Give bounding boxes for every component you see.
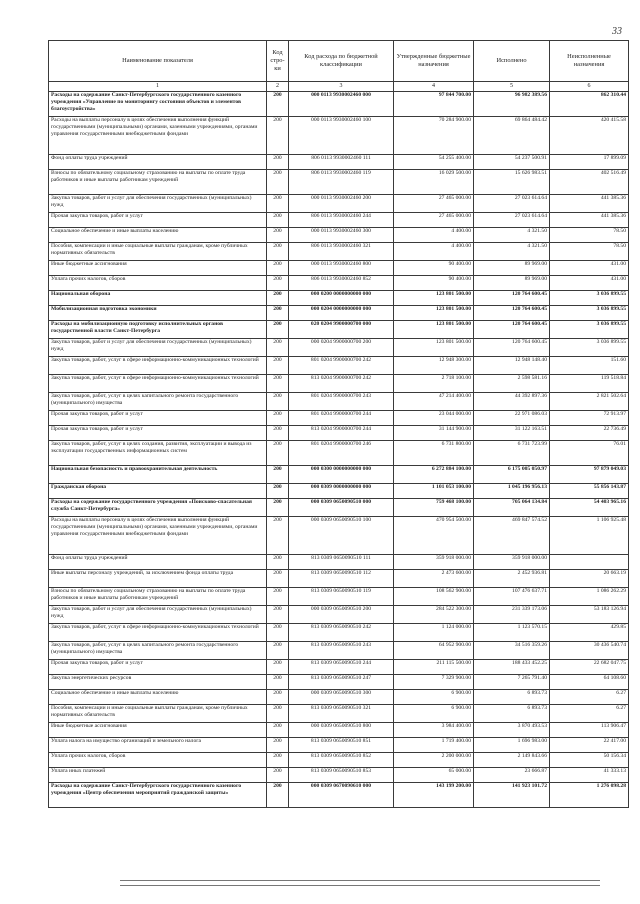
row-approved-amount: 3 984 400.00 — [394, 723, 474, 738]
row-approved-amount: 211 115 500.00 — [394, 660, 474, 675]
row-line-code: 200 — [267, 426, 289, 441]
row-approved-amount: 284 522 300.00 — [394, 606, 474, 624]
row-approved-amount: 16 029 500.00 — [394, 170, 474, 195]
row-budget-code: 806 0113 9930002460 111 — [289, 155, 394, 170]
table-row — [49, 675, 629, 690]
row-indicator-name: Расходы на содержание Санкт-Петербургского государственного казенного учреждения «Управление по мониторингу состояния объектов и элементов благоустройства» — [49, 92, 267, 117]
row-unexecuted-amount: 54 403 965.16 — [550, 499, 629, 517]
row-line-code: 200 — [267, 660, 289, 675]
row-budget-code: 813 0309 0650090510 112 — [289, 570, 394, 588]
row-budget-code: 000 0113 9930002460 100 — [289, 117, 394, 155]
row-unexecuted-amount: 78.50 — [550, 228, 629, 243]
row-indicator-name: Национальная безопасность и правоохранительная деятельность — [49, 466, 267, 484]
row-unexecuted-amount: 22 736.49 — [550, 426, 629, 441]
row-approved-amount: 2 718 100.00 — [394, 375, 474, 393]
row-line-code: 200 — [267, 570, 289, 588]
row-unexecuted-amount: 113 906.47 — [550, 723, 629, 738]
row-budget-code: 813 0309 0650090510 853 — [289, 768, 394, 783]
row-unexecuted-amount: 420 415.58 — [550, 117, 629, 155]
row-executed-amount: 359 918 000.00 — [474, 555, 550, 570]
row-approved-amount: 6 272 884 100.00 — [394, 466, 474, 484]
table-row — [49, 705, 629, 723]
table-row — [49, 426, 629, 441]
row-budget-code: 813 0309 0650090510 242 — [289, 624, 394, 642]
table-row — [49, 690, 629, 705]
row-executed-amount: 1 696 983.00 — [474, 738, 550, 753]
row-line-code: 200 — [267, 195, 289, 213]
row-approved-amount: 90 400.00 — [394, 261, 474, 276]
table-row — [49, 321, 629, 339]
row-approved-amount: 143 199 200.00 — [394, 783, 474, 808]
page-number: 33 — [612, 26, 622, 37]
row-executed-amount: 188 433 452.25 — [474, 660, 550, 675]
row-executed-amount: 120 764 600.45 — [474, 306, 550, 321]
row-line-code: 200 — [267, 261, 289, 276]
row-executed-amount: 6 731 723.99 — [474, 441, 550, 466]
row-indicator-name: Иные бюджетные ассигнования — [49, 261, 267, 276]
row-unexecuted-amount: 3 036 899.55 — [550, 339, 629, 357]
row-line-code: 200 — [267, 499, 289, 517]
table-body — [49, 92, 629, 808]
header-budget-code: Код расхода по бюджетной классификации — [289, 41, 394, 82]
row-budget-code: 000 0113 9930002460 300 — [289, 228, 394, 243]
row-line-code: 200 — [267, 306, 289, 321]
row-line-code: 200 — [267, 441, 289, 466]
table-row — [49, 517, 629, 555]
table-row — [49, 484, 629, 499]
row-approved-amount: 90 400.00 — [394, 276, 474, 291]
row-line-code: 200 — [267, 243, 289, 261]
row-unexecuted-amount: 441 385.36 — [550, 213, 629, 228]
row-indicator-name: Расходы на содержание государственного учреждения «Поисково-спасательная служба Санкт-Петербурга» — [49, 499, 267, 517]
row-budget-code: 801 0204 9900000700 242 — [289, 357, 394, 375]
row-budget-code: 801 0204 9900000700 243 — [289, 393, 394, 411]
table-row — [49, 291, 629, 306]
row-indicator-name: Иные выплаты персоналу учреждений, за исключением фонда оплаты труда — [49, 570, 267, 588]
row-line-code: 200 — [267, 768, 289, 783]
row-approved-amount: 4 400.00 — [394, 228, 474, 243]
table-row — [49, 753, 629, 768]
row-approved-amount: 2 200 000.00 — [394, 753, 474, 768]
table-row — [49, 339, 629, 357]
table-row — [49, 783, 629, 808]
table-row — [49, 588, 629, 606]
row-line-code: 200 — [267, 484, 289, 499]
row-budget-code: 813 0309 0650090510 247 — [289, 675, 394, 690]
row-indicator-name: Взносы по обязательному социальному страхованию на выплаты по оплате труда работников и иные выплаты работникам учреждений — [49, 170, 267, 195]
row-indicator-name: Уплата прочих налогов, сборов — [49, 753, 267, 768]
table-row — [49, 195, 629, 213]
row-indicator-name: Закупка товаров, работ и услуг для обеспечения государственных (муниципальных) нужд — [49, 606, 267, 624]
row-approved-amount: 123 801 500.00 — [394, 306, 474, 321]
row-line-code: 200 — [267, 466, 289, 484]
row-executed-amount: 6 893.73 — [474, 690, 550, 705]
row-executed-amount: 31 122 163.51 — [474, 426, 550, 441]
table-row — [49, 375, 629, 393]
row-approved-amount: 123 801 500.00 — [394, 291, 474, 306]
row-unexecuted-amount: 1 086 262.29 — [550, 588, 629, 606]
row-line-code: 200 — [267, 393, 289, 411]
table-row — [49, 357, 629, 375]
row-executed-amount: 7 265 791.40 — [474, 675, 550, 690]
row-approved-amount: 23 044 000.00 — [394, 411, 474, 426]
row-line-code: 200 — [267, 690, 289, 705]
row-indicator-name: Расходы на выплаты персоналу в целях обеспечения выполнения функций государственными (муниципальными) органами, казенными учреждениями, органами управления государственными внебюджетными фондами — [49, 517, 267, 555]
column-number: 6 — [550, 82, 629, 92]
row-executed-amount: 2 149 843.66 — [474, 753, 550, 768]
row-indicator-name: Социальное обеспечение и иные выплаты населению — [49, 228, 267, 243]
row-line-code: 200 — [267, 606, 289, 624]
row-approved-amount: 108 562 900.00 — [394, 588, 474, 606]
row-unexecuted-amount: 53 183 126.94 — [550, 606, 629, 624]
table-row — [49, 555, 629, 570]
row-line-code: 200 — [267, 723, 289, 738]
column-number: 2 — [267, 82, 289, 92]
row-executed-amount: 23 666.87 — [474, 768, 550, 783]
row-approved-amount: 6 900.00 — [394, 705, 474, 723]
row-indicator-name: Фонд оплаты труда учреждений — [49, 555, 267, 570]
row-line-code: 200 — [267, 155, 289, 170]
row-approved-amount: 7 329 900.00 — [394, 675, 474, 690]
row-line-code: 200 — [267, 517, 289, 555]
row-executed-amount: 27 023 614.64 — [474, 195, 550, 213]
row-unexecuted-amount: 30 436 540.74 — [550, 642, 629, 660]
table-row — [49, 570, 629, 588]
row-budget-code: 000 0309 0000000000 000 — [289, 484, 394, 499]
row-indicator-name: Закупка товаров, работ и услуг для обеспечения государственных (муниципальных) нужд — [49, 195, 267, 213]
row-executed-amount: 89 969.00 — [474, 261, 550, 276]
row-approved-amount: 4 400.00 — [394, 243, 474, 261]
table-row — [49, 441, 629, 466]
header-approved: Утвержденные бюджетные назначения — [394, 41, 474, 82]
row-budget-code: 000 0200 0000000000 000 — [289, 291, 394, 306]
row-line-code: 200 — [267, 92, 289, 117]
row-executed-amount: 120 764 600.45 — [474, 339, 550, 357]
row-approved-amount: 1 101 053 100.00 — [394, 484, 474, 499]
row-line-code: 200 — [267, 588, 289, 606]
row-unexecuted-amount: 22 682 047.75 — [550, 660, 629, 675]
row-indicator-name: Пособия, компенсации и иные социальные выплаты гражданам, кроме публичных нормативных обязательств — [49, 705, 267, 723]
row-executed-amount: 69 864 484.42 — [474, 117, 550, 155]
footer-rule — [120, 880, 600, 890]
budget-execution-table — [48, 40, 629, 808]
row-budget-code: 000 0113 9930002460 800 — [289, 261, 394, 276]
row-line-code: 200 — [267, 642, 289, 660]
row-budget-code: 000 0204 0000000000 000 — [289, 306, 394, 321]
row-approved-amount: 64 952 900.00 — [394, 642, 474, 660]
row-indicator-name: Закупка товаров, работ, услуг в сфере информационно-коммуникационных технологий — [49, 624, 267, 642]
row-unexecuted-amount: 78.50 — [550, 243, 629, 261]
row-budget-code: 000 0309 0670090610 000 — [289, 783, 394, 808]
row-line-code: 200 — [267, 705, 289, 723]
row-indicator-name: Пособия, компенсации и иные социальные выплаты гражданам, кроме публичных нормативных обязательств — [49, 243, 267, 261]
row-approved-amount: 6 731 800.00 — [394, 441, 474, 466]
row-executed-amount: 2 598 581.16 — [474, 375, 550, 393]
table-row — [49, 642, 629, 660]
row-approved-amount: 470 954 500.00 — [394, 517, 474, 555]
row-executed-amount: 4 321.50 — [474, 243, 550, 261]
row-executed-amount: 15 626 983.51 — [474, 170, 550, 195]
row-unexecuted-amount: 3 036 899.55 — [550, 321, 629, 339]
row-indicator-name: Прочая закупка товаров, работ и услуг — [49, 426, 267, 441]
row-unexecuted-amount: 402 516.49 — [550, 170, 629, 195]
table-row — [49, 606, 629, 624]
row-indicator-name: Прочая закупка товаров, работ и услуг — [49, 660, 267, 675]
row-executed-amount: 96 982 389.56 — [474, 92, 550, 117]
row-budget-code: 806 0113 9930002460 244 — [289, 213, 394, 228]
row-line-code: 200 — [267, 213, 289, 228]
row-executed-amount: 12 948 148.40 — [474, 357, 550, 375]
table-row — [49, 243, 629, 261]
table-row — [49, 117, 629, 155]
row-budget-code: 813 0204 9900000700 242 — [289, 375, 394, 393]
row-unexecuted-amount: 431.00 — [550, 261, 629, 276]
row-executed-amount: 54 237 500.91 — [474, 155, 550, 170]
row-budget-code: 813 0309 0650090510 851 — [289, 738, 394, 753]
row-executed-amount: 4 321.50 — [474, 228, 550, 243]
column-number: 4 — [394, 82, 474, 92]
row-indicator-name: Гражданская оборона — [49, 484, 267, 499]
row-unexecuted-amount: 55 856 143.87 — [550, 484, 629, 499]
row-unexecuted-amount — [550, 555, 629, 570]
row-budget-code: 801 0204 9900000700 244 — [289, 411, 394, 426]
row-executed-amount: 107 476 637.71 — [474, 588, 550, 606]
row-indicator-name: Закупка товаров, работ и услуг для обеспечения государственных (муниципальных) нужд — [49, 339, 267, 357]
row-executed-amount: 120 764 600.45 — [474, 291, 550, 306]
row-line-code: 200 — [267, 411, 289, 426]
row-budget-code: 000 0309 0650090510 100 — [289, 517, 394, 555]
row-unexecuted-amount: 41 333.13 — [550, 768, 629, 783]
row-unexecuted-amount: 76.01 — [550, 441, 629, 466]
row-approved-amount: 54 255 400.00 — [394, 155, 474, 170]
row-unexecuted-amount: 3 036 899.55 — [550, 306, 629, 321]
column-number: 1 — [49, 82, 267, 92]
table-row — [49, 228, 629, 243]
row-line-code: 200 — [267, 624, 289, 642]
row-unexecuted-amount: 429.85 — [550, 624, 629, 642]
row-budget-code: 000 0309 0650090510 800 — [289, 723, 394, 738]
row-executed-amount: 1 123 570.15 — [474, 624, 550, 642]
row-approved-amount: 97 844 700.00 — [394, 92, 474, 117]
row-unexecuted-amount: 17 899.09 — [550, 155, 629, 170]
row-unexecuted-amount: 6.27 — [550, 705, 629, 723]
row-indicator-name: Уплата налога на имущество организаций и земельного налога — [49, 738, 267, 753]
row-line-code: 200 — [267, 555, 289, 570]
row-executed-amount: 34 516 359.26 — [474, 642, 550, 660]
row-line-code: 200 — [267, 783, 289, 808]
table-row — [49, 624, 629, 642]
table-row — [49, 170, 629, 195]
row-unexecuted-amount: 431.00 — [550, 276, 629, 291]
row-executed-amount: 120 764 600.45 — [474, 321, 550, 339]
row-approved-amount: 2 473 600.00 — [394, 570, 474, 588]
row-unexecuted-amount: 6.27 — [550, 690, 629, 705]
row-budget-code: 000 0113 9930002460 000 — [289, 92, 394, 117]
row-line-code: 200 — [267, 276, 289, 291]
row-unexecuted-amount: 97 879 049.03 — [550, 466, 629, 484]
row-executed-amount: 2 452 936.81 — [474, 570, 550, 588]
row-unexecuted-amount: 22 417.00 — [550, 738, 629, 753]
row-line-code: 200 — [267, 291, 289, 306]
row-approved-amount: 31 144 900.00 — [394, 426, 474, 441]
column-number: 3 — [289, 82, 394, 92]
row-indicator-name: Закупка энергетических ресурсов — [49, 675, 267, 690]
row-approved-amount: 70 284 900.00 — [394, 117, 474, 155]
row-budget-code: 813 0204 9900000700 244 — [289, 426, 394, 441]
row-executed-amount: 469 847 574.52 — [474, 517, 550, 555]
row-line-code: 200 — [267, 675, 289, 690]
row-indicator-name: Социальное обеспечение и иные выплаты населению — [49, 690, 267, 705]
row-line-code: 200 — [267, 228, 289, 243]
row-indicator-name: Уплата прочих налогов, сборов — [49, 276, 267, 291]
row-budget-code: 806 0113 9930002460 852 — [289, 276, 394, 291]
row-indicator-name: Мобилизационная подготовка экономики — [49, 306, 267, 321]
row-unexecuted-amount: 119 518.84 — [550, 375, 629, 393]
row-indicator-name: Прочая закупка товаров, работ и услуг — [49, 411, 267, 426]
row-budget-code: 000 0309 0650090510 200 — [289, 606, 394, 624]
row-budget-code: 000 0309 0650090510 000 — [289, 499, 394, 517]
row-indicator-name: Взносы по обязательному социальному страхованию на выплаты по оплате труда работников и иные выплаты работникам учреждений — [49, 588, 267, 606]
row-approved-amount: 27 465 000.00 — [394, 195, 474, 213]
row-indicator-name: Расходы на выплаты персоналу в целях обеспечения выполнения функций государственными (муниципальными) органами, казенными учреждениями, органами управления государственными внебюджетными фондами — [49, 117, 267, 155]
header-unexecuted: Неисполненные назначения — [550, 41, 629, 82]
row-budget-code: 813 0309 0650090510 852 — [289, 753, 394, 768]
row-unexecuted-amount: 151.60 — [550, 357, 629, 375]
row-indicator-name: Закупка товаров, работ, услуг в сфере информационно-коммуникационных технологий — [49, 357, 267, 375]
row-approved-amount: 12 948 300.00 — [394, 357, 474, 375]
table-row — [49, 723, 629, 738]
header-indicator-name: Наименование показателя — [49, 41, 267, 82]
table-row — [49, 92, 629, 117]
table-row — [49, 276, 629, 291]
row-budget-code: 813 0309 0650090510 243 — [289, 642, 394, 660]
row-budget-code: 000 0309 0650090510 300 — [289, 690, 394, 705]
row-budget-code: 801 0204 9900000700 246 — [289, 441, 394, 466]
header-line-code: Код стро-ки — [267, 41, 289, 82]
row-unexecuted-amount: 2 821 502.64 — [550, 393, 629, 411]
row-unexecuted-amount: 72 913.97 — [550, 411, 629, 426]
row-budget-code: 806 0113 9930002460 321 — [289, 243, 394, 261]
row-budget-code: 020 0204 9900000700 000 — [289, 321, 394, 339]
row-budget-code: 813 0309 0650090510 321 — [289, 705, 394, 723]
row-unexecuted-amount: 20 663.19 — [550, 570, 629, 588]
row-executed-amount: 89 969.00 — [474, 276, 550, 291]
row-indicator-name: Закупка товаров, работ, услуг в целях капитального ремонта государственного (муниципального) имущества — [49, 393, 267, 411]
row-budget-code: 813 0309 0650090510 111 — [289, 555, 394, 570]
row-unexecuted-amount: 862 310.44 — [550, 92, 629, 117]
row-approved-amount: 759 468 100.00 — [394, 499, 474, 517]
row-unexecuted-amount: 1 106 925.48 — [550, 517, 629, 555]
row-executed-amount: 705 064 134.84 — [474, 499, 550, 517]
table-row — [49, 213, 629, 228]
row-approved-amount: 6 900.00 — [394, 690, 474, 705]
row-line-code: 200 — [267, 339, 289, 357]
table-row — [49, 466, 629, 484]
row-approved-amount: 1 719 400.00 — [394, 738, 474, 753]
table-row — [49, 499, 629, 517]
row-approved-amount: 47 214 400.00 — [394, 393, 474, 411]
row-indicator-name: Национальная оборона — [49, 291, 267, 306]
row-approved-amount: 123 801 500.00 — [394, 321, 474, 339]
row-executed-amount: 27 023 614.64 — [474, 213, 550, 228]
table-row — [49, 411, 629, 426]
row-approved-amount: 65 000.00 — [394, 768, 474, 783]
table-row — [49, 155, 629, 170]
row-indicator-name: Закупка товаров, работ, услуг в целях создания, развития, эксплуатации и вывода из эксплуатации государственных информационных систем — [49, 441, 267, 466]
row-approved-amount: 359 918 000.00 — [394, 555, 474, 570]
row-unexecuted-amount: 1 276 098.28 — [550, 783, 629, 808]
row-executed-amount: 3 870 493.53 — [474, 723, 550, 738]
row-approved-amount: 27 465 000.00 — [394, 213, 474, 228]
row-line-code: 200 — [267, 117, 289, 155]
row-budget-code: 813 0309 0650090510 244 — [289, 660, 394, 675]
row-executed-amount: 231 339 173.06 — [474, 606, 550, 624]
row-indicator-name: Закупка товаров, работ, услуг в сфере информационно-коммуникационных технологий — [49, 375, 267, 393]
column-number: 5 — [474, 82, 550, 92]
row-indicator-name: Уплата иных платежей — [49, 768, 267, 783]
row-unexecuted-amount: 441 385.36 — [550, 195, 629, 213]
row-executed-amount: 6 893.73 — [474, 705, 550, 723]
table-row — [49, 306, 629, 321]
row-indicator-name: Прочая закупка товаров, работ и услуг — [49, 213, 267, 228]
row-line-code: 200 — [267, 375, 289, 393]
row-budget-code: 000 0204 9900000700 200 — [289, 339, 394, 357]
row-unexecuted-amount: 64 108.60 — [550, 675, 629, 690]
row-unexecuted-amount: 3 036 899.55 — [550, 291, 629, 306]
header-executed: Исполнено — [474, 41, 550, 82]
row-line-code: 200 — [267, 357, 289, 375]
table-row — [49, 738, 629, 753]
row-executed-amount: 1 045 196 956.13 — [474, 484, 550, 499]
row-indicator-name: Иные бюджетные ассигнования — [49, 723, 267, 738]
row-executed-amount: 6 175 005 050.97 — [474, 466, 550, 484]
row-line-code: 200 — [267, 170, 289, 195]
row-approved-amount: 123 801 500.00 — [394, 339, 474, 357]
row-executed-amount: 22 971 086.03 — [474, 411, 550, 426]
row-unexecuted-amount: 50 156.34 — [550, 753, 629, 768]
row-budget-code: 813 0309 0650090510 119 — [289, 588, 394, 606]
row-executed-amount: 141 923 101.72 — [474, 783, 550, 808]
row-indicator-name: Фонд оплаты труда учреждений — [49, 155, 267, 170]
table-row — [49, 768, 629, 783]
row-indicator-name: Расходы на содержание Санкт-Петербургского государственного казенного учреждения «Центр обеспечения мероприятий гражданской защиты» — [49, 783, 267, 808]
column-number-row — [49, 82, 629, 92]
table-row — [49, 660, 629, 675]
table-row — [49, 261, 629, 276]
row-executed-amount: 44 392 897.36 — [474, 393, 550, 411]
table-row — [49, 393, 629, 411]
row-indicator-name: Закупка товаров, работ, услуг в целях капитального ремонта государственного (муниципального) имущества — [49, 642, 267, 660]
row-budget-code: 806 0113 9930002460 119 — [289, 170, 394, 195]
table-header-row — [49, 41, 629, 82]
row-indicator-name: Расходы на мобилизационную подготовку исполнительных органов государственной власти Санкт-Петербурга — [49, 321, 267, 339]
row-line-code: 200 — [267, 321, 289, 339]
row-approved-amount: 1 124 000.00 — [394, 624, 474, 642]
row-budget-code: 000 0300 0000000000 000 — [289, 466, 394, 484]
row-budget-code: 000 0113 9930002460 200 — [289, 195, 394, 213]
row-line-code: 200 — [267, 738, 289, 753]
row-line-code: 200 — [267, 753, 289, 768]
